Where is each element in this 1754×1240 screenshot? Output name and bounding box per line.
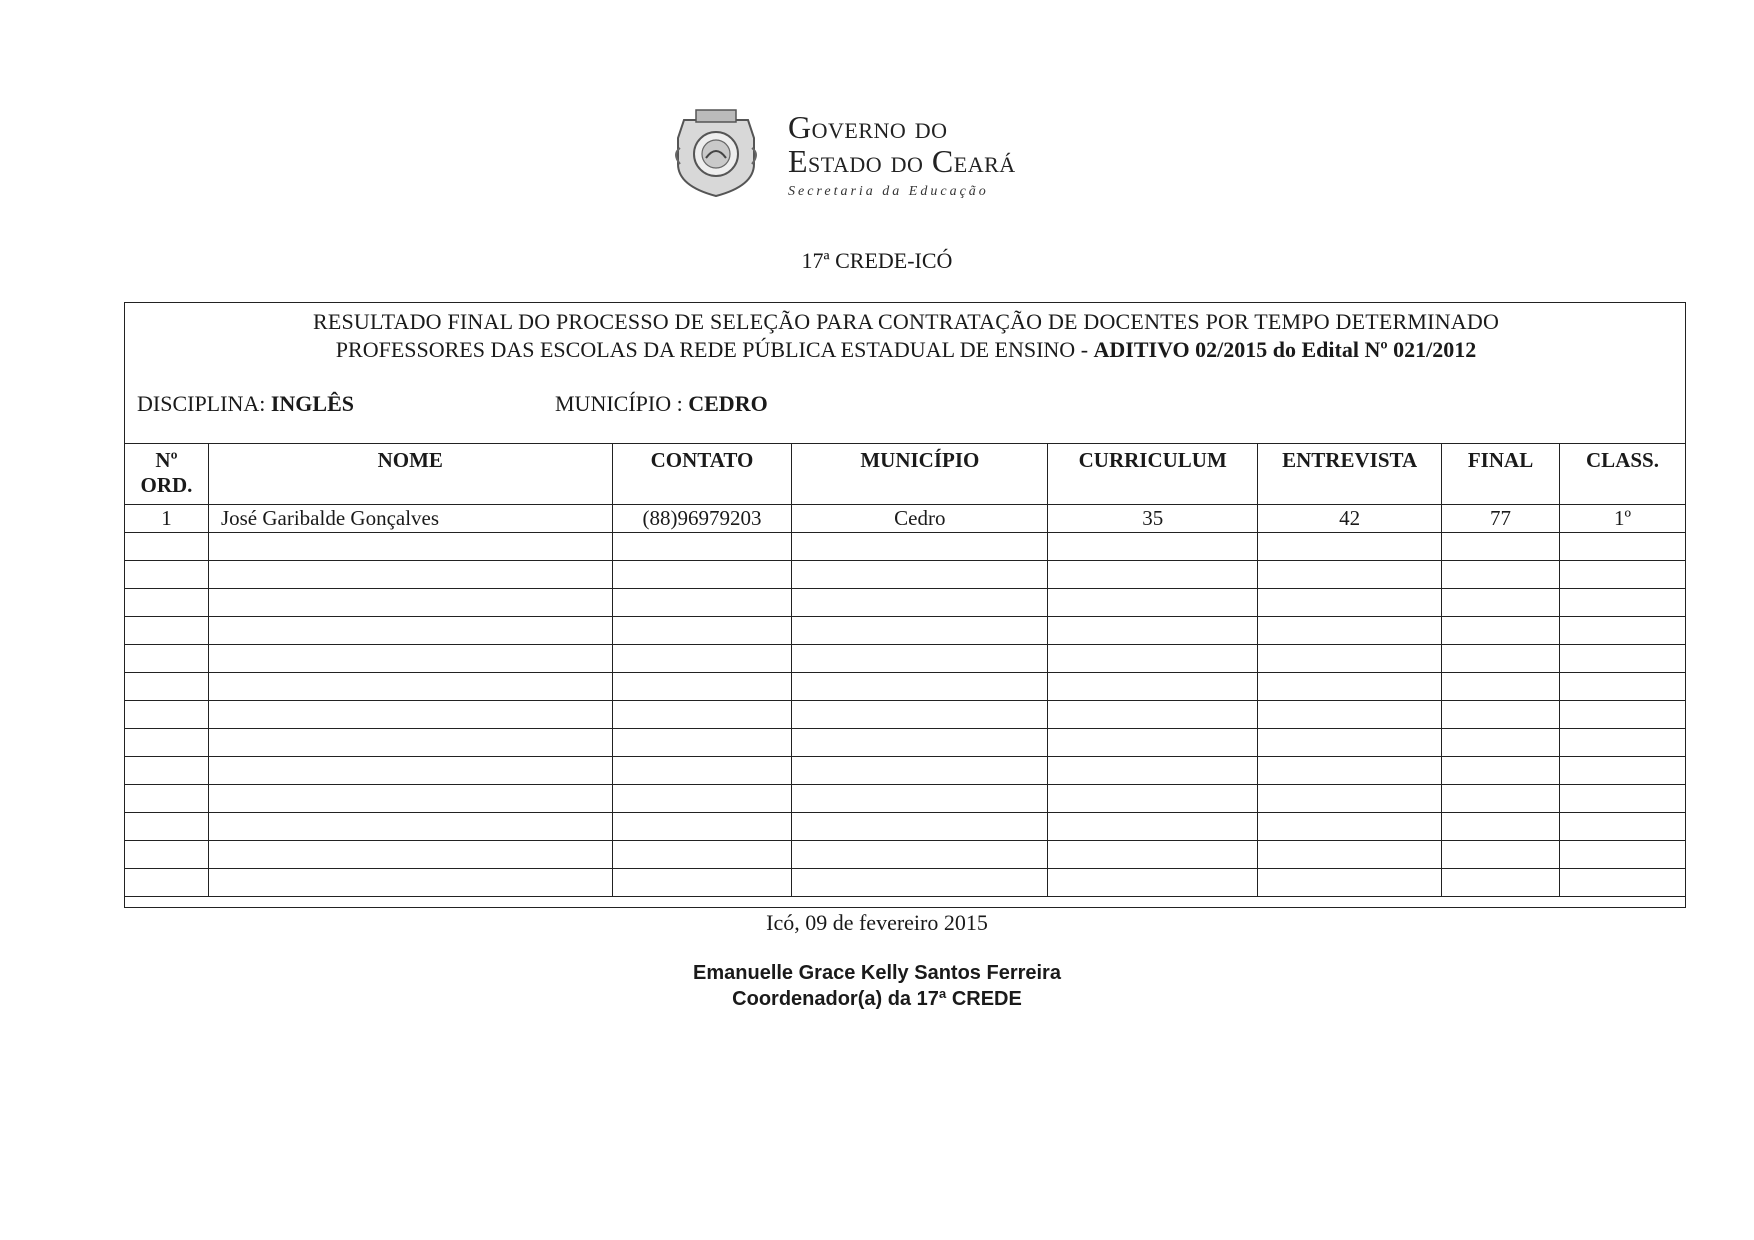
empty-table-row bbox=[125, 617, 1686, 645]
empty-cell bbox=[1258, 701, 1442, 729]
empty-cell bbox=[1258, 589, 1442, 617]
empty-cell bbox=[125, 813, 209, 841]
empty-cell bbox=[1560, 673, 1686, 701]
empty-cell bbox=[208, 701, 612, 729]
disciplina-field: DISCIPLINA: INGLÊS bbox=[137, 391, 355, 416]
table-row bbox=[125, 505, 1686, 533]
empty-cell bbox=[1560, 617, 1686, 645]
empty-cell bbox=[208, 645, 612, 673]
empty-cell bbox=[208, 841, 612, 869]
empty-cell bbox=[1258, 561, 1442, 589]
empty-cell bbox=[208, 533, 612, 561]
empty-cell bbox=[1560, 757, 1686, 785]
cell-municipio: Cedro bbox=[792, 505, 1048, 533]
empty-cell bbox=[208, 617, 612, 645]
empty-cell bbox=[612, 813, 792, 841]
secretaria-label: Secretaria da Educação bbox=[788, 184, 989, 199]
empty-cell bbox=[1442, 785, 1560, 813]
empty-table-row bbox=[125, 701, 1686, 729]
results-table bbox=[124, 443, 1686, 897]
empty-cell bbox=[208, 673, 612, 701]
crede-title: 17ª CREDE-ICÓ bbox=[801, 248, 953, 273]
empty-cell bbox=[1048, 645, 1258, 673]
empty-table-row bbox=[125, 869, 1686, 897]
empty-cell bbox=[1258, 841, 1442, 869]
col-nome: NOME bbox=[208, 444, 612, 505]
empty-cell bbox=[792, 589, 1048, 617]
empty-cell bbox=[1048, 785, 1258, 813]
gov-line1: GOVERNO DO bbox=[788, 109, 948, 145]
col-contato: CONTATO bbox=[612, 444, 792, 505]
empty-cell bbox=[1048, 589, 1258, 617]
empty-cell bbox=[1048, 701, 1258, 729]
empty-table-row bbox=[125, 729, 1686, 757]
empty-cell bbox=[612, 645, 792, 673]
empty-cell bbox=[1560, 785, 1686, 813]
empty-cell bbox=[1442, 561, 1560, 589]
col-municipio: MUNICÍPIO bbox=[792, 444, 1048, 505]
empty-cell bbox=[792, 645, 1048, 673]
empty-cell bbox=[1442, 841, 1560, 869]
col-class: CLASS. bbox=[1560, 444, 1686, 505]
empty-cell bbox=[1442, 533, 1560, 561]
empty-cell bbox=[1560, 589, 1686, 617]
empty-cell bbox=[1560, 645, 1686, 673]
empty-cell bbox=[1258, 813, 1442, 841]
empty-cell bbox=[1048, 617, 1258, 645]
empty-cell bbox=[125, 533, 209, 561]
empty-table-row bbox=[125, 813, 1686, 841]
empty-cell bbox=[1442, 869, 1560, 897]
empty-cell bbox=[125, 561, 209, 589]
empty-cell bbox=[1442, 673, 1560, 701]
empty-cell bbox=[1258, 869, 1442, 897]
empty-cell bbox=[792, 757, 1048, 785]
empty-cell bbox=[792, 617, 1048, 645]
empty-cell bbox=[1560, 701, 1686, 729]
empty-table-row bbox=[125, 757, 1686, 785]
empty-cell bbox=[1258, 617, 1442, 645]
empty-cell bbox=[125, 617, 209, 645]
empty-cell bbox=[612, 729, 792, 757]
col-curriculum: CURRICULUM bbox=[1048, 444, 1258, 505]
empty-table-row bbox=[125, 533, 1686, 561]
empty-cell bbox=[612, 869, 792, 897]
empty-cell bbox=[1560, 869, 1686, 897]
empty-cell bbox=[208, 729, 612, 757]
empty-cell bbox=[125, 869, 209, 897]
empty-cell bbox=[612, 841, 792, 869]
empty-cell bbox=[208, 869, 612, 897]
empty-cell bbox=[208, 757, 612, 785]
empty-cell bbox=[1442, 813, 1560, 841]
date-line: Icó, 09 de fevereiro 2015 bbox=[766, 910, 988, 935]
col-entrevista: ENTREVISTA bbox=[1258, 444, 1442, 505]
empty-cell bbox=[612, 617, 792, 645]
results-box bbox=[124, 302, 1686, 908]
empty-cell bbox=[125, 785, 209, 813]
empty-cell bbox=[792, 869, 1048, 897]
empty-cell bbox=[1258, 645, 1442, 673]
empty-cell bbox=[792, 785, 1048, 813]
signer-role: Coordenador(a) da 17ª CREDE bbox=[732, 988, 1022, 1010]
empty-cell bbox=[612, 757, 792, 785]
empty-table-row bbox=[125, 785, 1686, 813]
cell-nome: José Garibalde Gonçalves bbox=[208, 505, 612, 533]
empty-cell bbox=[1258, 533, 1442, 561]
empty-cell bbox=[792, 673, 1048, 701]
empty-cell bbox=[1048, 841, 1258, 869]
empty-cell bbox=[1442, 701, 1560, 729]
cell-class: 1º bbox=[1560, 505, 1686, 533]
empty-cell bbox=[612, 589, 792, 617]
empty-cell bbox=[1560, 533, 1686, 561]
empty-table-row bbox=[125, 561, 1686, 589]
empty-cell bbox=[612, 785, 792, 813]
empty-cell bbox=[1258, 785, 1442, 813]
empty-cell bbox=[1442, 729, 1560, 757]
cell-final: 77 bbox=[1442, 505, 1560, 533]
empty-cell bbox=[1442, 757, 1560, 785]
empty-cell bbox=[1560, 841, 1686, 869]
cell-contato: (88)96979203 bbox=[612, 505, 792, 533]
empty-cell bbox=[1048, 561, 1258, 589]
empty-cell bbox=[125, 673, 209, 701]
cell-entrevista: 42 bbox=[1258, 505, 1442, 533]
empty-cell bbox=[125, 701, 209, 729]
cell-ord: 1 bbox=[125, 505, 209, 533]
empty-cell bbox=[1048, 757, 1258, 785]
government-name bbox=[788, 109, 1016, 200]
result-title-line2: PROFESSORES DAS ESCOLAS DA REDE PÚBLICA ESTADUAL DE ENSINO - ADITIVO 02/2015 do Edital Nº 021/2012 bbox=[335, 337, 1477, 362]
signer-name: Emanuelle Grace Kelly Santos Ferreira bbox=[693, 962, 1061, 984]
empty-table-row bbox=[125, 645, 1686, 673]
empty-cell bbox=[125, 841, 209, 869]
col-ord: Nº ORD. bbox=[125, 444, 209, 505]
empty-cell bbox=[1048, 673, 1258, 701]
empty-cell bbox=[208, 785, 612, 813]
empty-cell bbox=[612, 701, 792, 729]
empty-cell bbox=[1442, 645, 1560, 673]
empty-cell bbox=[1048, 813, 1258, 841]
col-final: FINAL bbox=[1442, 444, 1560, 505]
empty-cell bbox=[612, 533, 792, 561]
empty-cell bbox=[1048, 533, 1258, 561]
empty-table-row bbox=[125, 673, 1686, 701]
empty-cell bbox=[1048, 869, 1258, 897]
empty-cell bbox=[792, 729, 1048, 757]
table-header-row bbox=[125, 444, 1686, 505]
empty-cell bbox=[1442, 589, 1560, 617]
empty-cell bbox=[1258, 673, 1442, 701]
empty-cell bbox=[792, 813, 1048, 841]
gov-line2: ESTADO DO CEARÁ bbox=[788, 143, 1016, 179]
cell-curriculum: 35 bbox=[1048, 505, 1258, 533]
empty-cell bbox=[208, 589, 612, 617]
empty-cell bbox=[1442, 617, 1560, 645]
empty-cell bbox=[125, 645, 209, 673]
empty-cell bbox=[792, 841, 1048, 869]
empty-table-row bbox=[125, 841, 1686, 869]
empty-cell bbox=[1560, 561, 1686, 589]
empty-cell bbox=[125, 729, 209, 757]
empty-cell bbox=[1258, 729, 1442, 757]
empty-cell bbox=[1048, 729, 1258, 757]
empty-cell bbox=[792, 701, 1048, 729]
signature-block bbox=[0, 960, 1754, 1012]
empty-cell bbox=[792, 533, 1048, 561]
municipio-field: MUNICÍPIO : CEDRO bbox=[555, 391, 768, 416]
result-title-line1: RESULTADO FINAL DO PROCESSO DE SELEÇÃO PARA CONTRATAÇÃO DE DOCENTES POR TEMPO DETERMINADO bbox=[312, 309, 1500, 334]
empty-cell bbox=[125, 757, 209, 785]
empty-cell bbox=[125, 589, 209, 617]
empty-cell bbox=[1560, 729, 1686, 757]
letterhead bbox=[670, 100, 1130, 210]
empty-cell bbox=[1560, 813, 1686, 841]
empty-cell bbox=[1258, 757, 1442, 785]
empty-cell bbox=[792, 561, 1048, 589]
empty-cell bbox=[612, 673, 792, 701]
empty-cell bbox=[612, 561, 792, 589]
coat-of-arms-icon bbox=[670, 108, 762, 200]
empty-cell bbox=[208, 813, 612, 841]
empty-table-row bbox=[125, 589, 1686, 617]
empty-cell bbox=[208, 561, 612, 589]
